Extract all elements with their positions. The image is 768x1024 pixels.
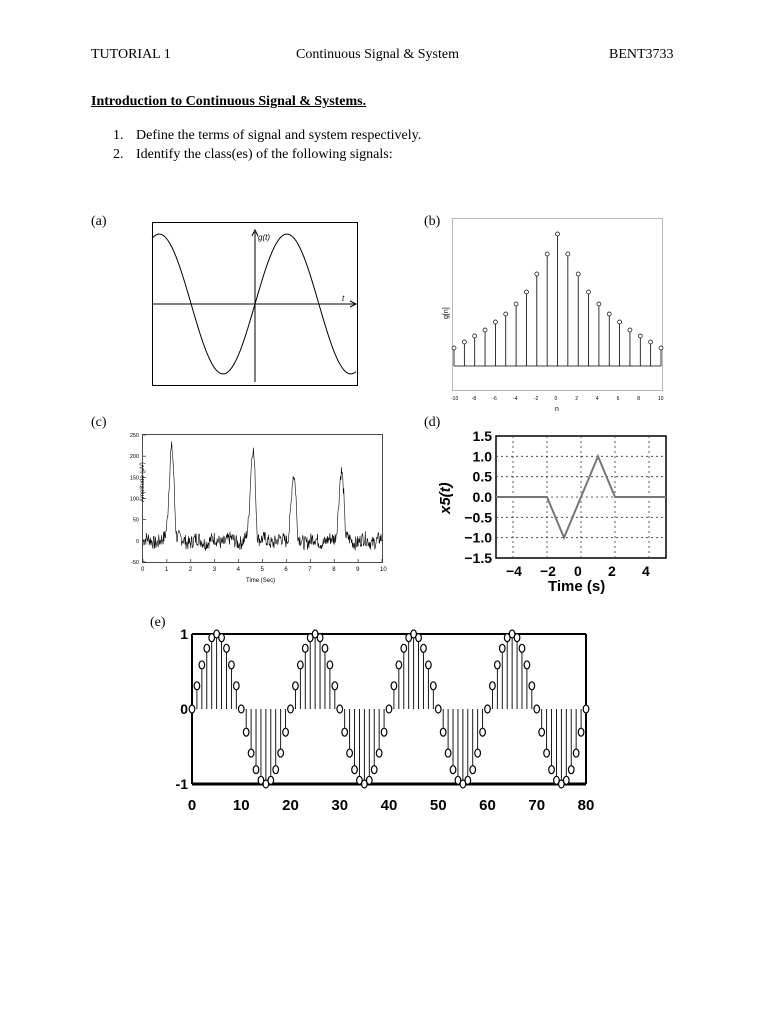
x-tick-label: 50 xyxy=(429,797,447,814)
x-tick-label: -4 xyxy=(513,396,518,402)
triangle-signal xyxy=(496,456,666,537)
stem-marker xyxy=(452,346,456,350)
x-tick-label: -10 xyxy=(451,396,459,402)
y-axis-label: x5(t) xyxy=(437,482,454,514)
y-tick-label: 150 xyxy=(129,475,139,482)
stem-marker xyxy=(539,728,545,736)
stem-marker xyxy=(573,749,579,757)
stem-marker xyxy=(504,312,508,316)
stem-marker xyxy=(587,290,591,294)
stem-marker xyxy=(253,766,259,774)
stem-marker xyxy=(556,232,560,236)
x-tick-label: 0 xyxy=(187,797,197,814)
stem-marker xyxy=(566,252,570,256)
stem-marker xyxy=(381,728,387,736)
x-tick-label: -2 xyxy=(533,396,539,402)
figure-label-c: (c) xyxy=(91,415,107,430)
stem-marker xyxy=(583,705,589,713)
stem-marker xyxy=(578,728,584,736)
x-axis-label: Time (s) xyxy=(548,578,606,595)
stem-marker xyxy=(421,644,427,652)
x-tick-label: 0 xyxy=(554,396,558,402)
stem-marker xyxy=(238,705,244,713)
stem-marker xyxy=(470,766,476,774)
chart-e-discrete-sine xyxy=(176,624,596,820)
stem-marker xyxy=(628,328,632,332)
figure-label-d: (d) xyxy=(424,415,441,430)
y-tick-label: 1 xyxy=(180,626,188,642)
stem-marker xyxy=(293,682,299,690)
x-tick-label: 0 xyxy=(141,567,145,573)
x-tick-label: 2 xyxy=(608,563,616,579)
x-tick-label: 20 xyxy=(282,797,299,814)
y-axis-label: g(t) xyxy=(258,233,270,242)
stem-marker xyxy=(243,728,249,736)
stem-marker xyxy=(534,705,540,713)
stem-marker xyxy=(535,272,539,276)
stem-marker xyxy=(519,644,525,652)
question-text: Identify the class(es) of the following signals: xyxy=(136,147,393,162)
stem-marker xyxy=(514,634,520,642)
question-text: Define the terms of signal and system respectively. xyxy=(136,128,422,143)
chart-d-triangle xyxy=(430,428,670,596)
y-tick-label: -50 xyxy=(131,560,139,566)
stem-marker xyxy=(524,290,528,294)
stem-marker xyxy=(659,346,663,350)
x-tick-label: 60 xyxy=(479,797,496,814)
x-tick-label: 5 xyxy=(260,567,264,573)
y-tick-label: 250 xyxy=(129,433,139,439)
stem-marker xyxy=(248,749,254,757)
x-tick-label: 8 xyxy=(332,567,336,573)
x-tick-label: -6 xyxy=(492,396,497,402)
stem-marker xyxy=(219,634,225,642)
x-tick-label: 9 xyxy=(356,567,360,573)
x-tick-label: 10 xyxy=(380,567,387,573)
stem-marker xyxy=(352,766,358,774)
chart-a-sine xyxy=(152,222,358,386)
stem-marker xyxy=(224,644,230,652)
stem-marker xyxy=(490,682,496,690)
x-tick-label: 80 xyxy=(577,797,595,814)
stem-marker xyxy=(273,766,279,774)
stem-marker xyxy=(298,661,304,669)
stem-marker xyxy=(473,334,477,338)
x-axis-label: n xyxy=(555,406,559,413)
header-course-code: BENT3733 xyxy=(609,47,674,62)
stem-marker xyxy=(386,705,392,713)
stem-marker xyxy=(544,749,550,757)
x-tick-label: 40 xyxy=(380,797,398,814)
stem-marker xyxy=(440,728,446,736)
chart-c-eeg xyxy=(116,430,392,590)
figure-label-e: (e) xyxy=(150,615,166,630)
y-tick-label: 1.5 xyxy=(472,428,492,444)
stem-marker xyxy=(396,661,402,669)
y-tick-label: −1.0 xyxy=(464,529,492,546)
x-tick-label: 1 xyxy=(164,567,169,573)
stem-marker xyxy=(495,661,501,669)
x-tick-label: 4 xyxy=(642,563,650,579)
stem-marker xyxy=(465,776,471,784)
stem-marker xyxy=(367,776,373,784)
stem-marker xyxy=(576,272,580,276)
figure-label-b: (b) xyxy=(424,214,441,229)
y-tick-label: 200 xyxy=(129,454,139,461)
stem-marker xyxy=(268,776,274,784)
stem-marker xyxy=(568,766,574,774)
x-tick-label: 4 xyxy=(236,567,240,573)
chart-b-stem xyxy=(442,218,668,414)
y-tick-label: 0 xyxy=(135,538,139,545)
stem-marker xyxy=(462,340,466,344)
stem-marker xyxy=(288,705,294,713)
x-tick-label: 7 xyxy=(308,567,312,573)
stem-marker xyxy=(618,320,622,324)
stem-marker xyxy=(302,644,308,652)
x-tick-label: 10 xyxy=(658,396,664,402)
stem-marker xyxy=(194,682,200,690)
signal-trace xyxy=(143,442,382,551)
x-tick-label: 4 xyxy=(595,396,599,402)
stem-marker xyxy=(435,705,441,713)
stem-marker xyxy=(485,705,491,713)
question-number: 1. xyxy=(113,128,124,143)
header-course-title: Continuous Signal & System xyxy=(296,47,459,62)
question-number: 2. xyxy=(113,147,124,162)
stem-marker xyxy=(342,728,348,736)
y-axis-label: Amplitude (μV) xyxy=(140,462,146,502)
stem-marker xyxy=(391,682,397,690)
stem-marker xyxy=(322,644,328,652)
y-tick-label: 50 xyxy=(132,517,139,524)
stem-marker xyxy=(597,302,601,306)
stem-marker xyxy=(234,682,240,690)
stem-marker xyxy=(545,252,549,256)
header-tutorial: TUTORIAL 1 xyxy=(91,47,171,62)
y-tick-label: 0 xyxy=(180,701,188,717)
x-tick-label: 6 xyxy=(616,396,620,402)
stem-marker xyxy=(376,749,382,757)
x-tick-label: 2 xyxy=(188,567,193,573)
x-tick-label: 10 xyxy=(232,797,250,814)
x-tick-label: 3 xyxy=(212,567,217,573)
x-tick-label: 8 xyxy=(637,396,641,402)
figure-label-a: (a) xyxy=(91,214,107,229)
stem-marker xyxy=(564,776,570,784)
x-tick-label: 70 xyxy=(528,797,546,814)
x-axis-label: t xyxy=(342,294,345,303)
stem-marker xyxy=(347,749,353,757)
stem-marker xyxy=(483,328,487,332)
stem-marker xyxy=(549,766,555,774)
x-tick-label: -8 xyxy=(471,396,477,402)
y-tick-label: 0.5 xyxy=(472,468,492,485)
stem-marker xyxy=(445,749,451,757)
y-tick-label: −0.5 xyxy=(464,509,492,526)
stem-marker xyxy=(607,312,611,316)
y-axis-label: g[n] xyxy=(443,307,450,319)
stem-marker xyxy=(371,766,377,774)
stem-marker xyxy=(278,749,284,757)
question-2 xyxy=(113,147,393,163)
stem-marker xyxy=(337,705,343,713)
y-tick-label: 1.0 xyxy=(472,448,492,465)
stem-marker xyxy=(529,682,535,690)
x-tick-label: 0 xyxy=(574,563,582,579)
stem-marker xyxy=(327,661,333,669)
stem-marker xyxy=(426,661,432,669)
x-tick-label: −4 xyxy=(506,563,522,579)
stem-marker xyxy=(283,728,289,736)
stem-marker xyxy=(638,334,642,338)
y-tick-label: 0.0 xyxy=(472,489,492,505)
y-tick-label: -1 xyxy=(175,776,188,792)
chart-frame xyxy=(143,435,383,563)
section-title: Introduction to Continuous Signal & Systems. xyxy=(91,94,367,109)
stem-marker xyxy=(493,320,497,324)
y-tick-label: −1.5 xyxy=(464,550,492,566)
x-tick-label: −2 xyxy=(540,563,556,579)
stem-marker xyxy=(189,705,195,713)
stem-marker xyxy=(431,682,437,690)
stem-marker xyxy=(649,340,653,344)
x-axis-label: Time (Sec) xyxy=(246,578,276,584)
stem-marker xyxy=(199,661,205,669)
stem-marker xyxy=(480,728,486,736)
y-tick-label: 100 xyxy=(129,496,139,503)
x-tick-label: 30 xyxy=(331,797,349,814)
stem-marker xyxy=(416,634,422,642)
question-1 xyxy=(113,128,421,144)
x-tick-label: 6 xyxy=(284,567,288,573)
x-tick-label: 2 xyxy=(575,396,578,402)
stem-marker xyxy=(475,749,481,757)
stem-marker xyxy=(229,661,235,669)
stem-marker xyxy=(450,766,456,774)
stem-marker xyxy=(317,634,323,642)
stem-marker xyxy=(332,682,338,690)
stem-marker xyxy=(524,661,530,669)
stem-marker xyxy=(401,644,407,652)
stem-marker xyxy=(514,302,518,306)
stem-marker xyxy=(204,644,210,652)
stem-marker xyxy=(499,644,505,652)
